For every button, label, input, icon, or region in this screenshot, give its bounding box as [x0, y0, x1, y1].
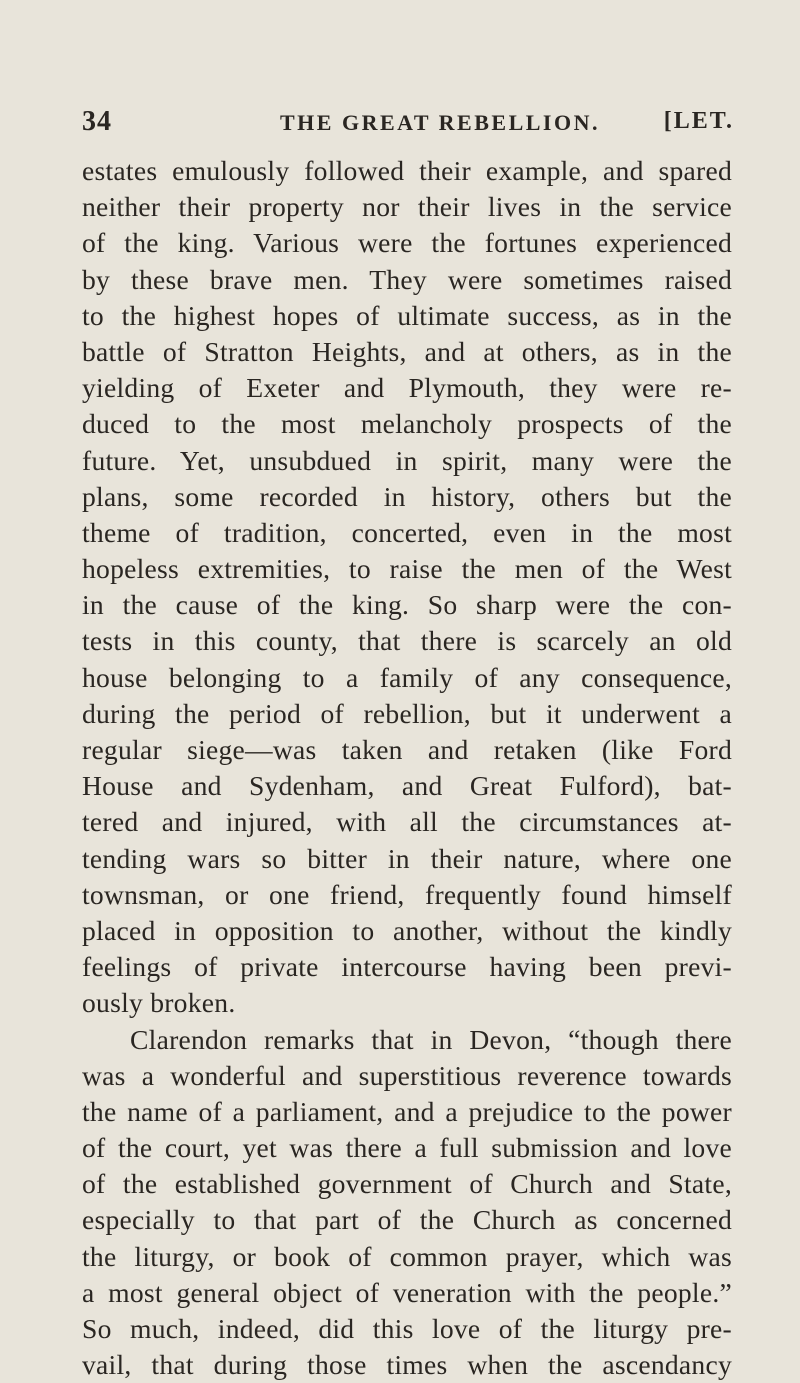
text-line: the name of a parliament, and a prejudice to the power [82, 1095, 732, 1127]
text-line: in the cause of the king. So sharp were the con- [82, 589, 732, 621]
page-number: 34 [82, 106, 112, 137]
text-line: the liturgy, or book of common prayer, which was [82, 1240, 732, 1272]
text-line: duced to the most melancholy prospects of the [82, 408, 732, 440]
text-line: neither their property nor their lives in the service [82, 191, 732, 223]
text-line: plans, some recorded in history, others but the [82, 480, 732, 512]
text-line: vail, that during those times when the ascendancy [82, 1349, 732, 1381]
text-line: to the highest hopes of ultimate success, as in the [82, 299, 732, 331]
text-line: Clarendon remarks that in Devon, “though there [130, 1023, 732, 1055]
text-line: especially to that part of the Church as concerned [82, 1204, 732, 1236]
text-line: estates emulously followed their example, and spared [82, 155, 732, 186]
running-title: THE GREAT REBELLION. [280, 110, 600, 135]
text-line: house belonging to a family of any consequence, [82, 661, 732, 693]
text-line: during the period of rebellion, but it underwent a [82, 697, 732, 729]
text-line: So much, indeed, did this love of the liturgy pre- [82, 1313, 732, 1344]
text-line: of the established government of Church and State, [82, 1168, 732, 1200]
body-text [82, 153, 732, 1383]
text-line: a most general object of veneration with the people.” [82, 1276, 732, 1308]
text-line: regular siege—was taken and retaken (like Ford [82, 734, 732, 765]
text-line: was a wonderful and superstitious reverence towards [82, 1059, 732, 1091]
text-line: tests in this county, that there is scarcely an old [82, 625, 732, 657]
text-line: of the king. Various were the fortunes experienced [82, 227, 732, 259]
text-line: hopeless extremities, to raise the men of the West [82, 553, 732, 585]
text-line: theme of tradition, concerted, even in the most [82, 516, 732, 548]
text-line: tending wars so bitter in their nature, where one [82, 842, 732, 874]
text-line: future. Yet, unsubdued in spirit, many were the [82, 444, 732, 476]
text-line: placed in opposition to another, without the kindly [82, 914, 732, 946]
text-line: battle of Stratton Heights, and at others, as in the [82, 335, 732, 367]
running-section: [LET. [663, 108, 734, 134]
text-line: yielding of Exeter and Plymouth, they were re- [82, 372, 732, 404]
running-head [82, 106, 732, 142]
text-line: feelings of private intercourse having been previ- [82, 951, 732, 983]
text-line: townsman, or one friend, frequently found himself [82, 878, 732, 910]
text-line: by these brave men. They were sometimes raised [82, 263, 732, 295]
text-line: of the court, yet was there a full submission and love [82, 1132, 732, 1164]
text-line: ously broken. [82, 987, 236, 1019]
text-line: tered and injured, with all the circumstances at- [82, 806, 732, 838]
text-line: House and Sydenham, and Great Fulford), bat- [82, 770, 732, 802]
